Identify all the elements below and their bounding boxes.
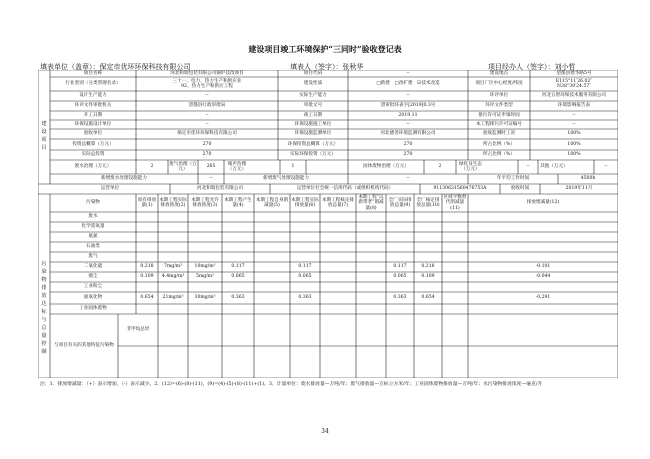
pollutant-cell: 二氧化硫	[83, 264, 103, 270]
pollutant-cell: 0.363	[231, 295, 245, 301]
pollutant-cell	[414, 282, 442, 292]
pollutant-cell	[442, 304, 468, 314]
project-cell: --	[205, 93, 209, 99]
pollutant-cell	[320, 282, 356, 292]
pollutant-cell: 10mg/m³	[194, 264, 216, 270]
pollutant-cell	[356, 222, 386, 232]
pollutant-cell: -0.101	[535, 264, 551, 270]
project-cell: --	[406, 121, 410, 127]
pollutant-cell	[254, 212, 290, 222]
pollutant-cell: 0.218	[140, 264, 154, 270]
pollutant-cell	[386, 304, 414, 314]
pollutant-cell	[136, 304, 158, 314]
pollutant-cell	[386, 242, 414, 252]
project-cell: 环保设施施工单位	[294, 121, 332, 127]
pollutant-cell	[320, 232, 356, 242]
pollutant-cell: 0.654	[140, 295, 154, 301]
project-cell: --	[205, 112, 209, 118]
pollutant-cell	[414, 222, 442, 232]
pollutant-cell	[136, 232, 158, 242]
pollutant-cell	[188, 304, 222, 314]
pollutant-cell: 0.109	[140, 274, 154, 280]
pollutant-cell	[442, 252, 468, 262]
pollutant-cell: 工业粉尘	[83, 284, 103, 290]
pollutant-header-cell: 全厂核定排放总量(10)	[416, 197, 440, 208]
pollutant-cell	[158, 222, 188, 232]
project-cell: 270	[403, 141, 413, 147]
project-cell: 河北德善环境监测有限公司	[380, 131, 436, 137]
project-cell: 开工日期	[83, 112, 103, 118]
pollutant-cell	[254, 292, 290, 304]
operator-cell: 运营单位	[100, 186, 120, 192]
pollutant-cell	[442, 232, 468, 242]
pollutant-cell	[356, 292, 386, 304]
project-cell: 本工程排污许可证编号	[476, 121, 522, 127]
pollutant-cell	[188, 242, 222, 252]
operator-cell: 2019年11月	[565, 186, 593, 192]
pollutant-cell	[290, 282, 320, 292]
project-cell: 建设性质	[303, 81, 323, 87]
project-cell: 所占比例（%）	[483, 152, 515, 158]
pollutant-cell	[320, 292, 356, 304]
pollutant-cell	[136, 212, 158, 222]
investment-cell: 2	[150, 164, 154, 170]
pollutant-cell	[442, 272, 468, 282]
registration-table	[38, 70, 618, 378]
pollutant-header-cell: 本期工程实际排放浓度(2)	[159, 197, 187, 208]
side-label-project: 建设项目	[41, 121, 47, 151]
pollutant-cell: 废气	[88, 254, 98, 260]
filler-name: 填表人（签字）：张秋华	[290, 63, 364, 71]
project-cell: 环评单位	[489, 93, 509, 99]
pollutant-cell	[136, 222, 158, 232]
project-cell: 环保设施设计单位	[74, 121, 112, 127]
project-cell: 设计生产能力	[79, 93, 107, 99]
pollutant-cell	[136, 282, 158, 292]
pollutant-cell	[356, 272, 386, 282]
project-cell: E115°11′26.02″ N38°39′24.57″	[555, 78, 593, 89]
pollutant-cell	[386, 252, 414, 262]
project-cell: 所占比例（%）	[483, 141, 515, 147]
pollutant-cell: 0.109	[421, 274, 435, 280]
investment-cell: 265	[206, 164, 216, 170]
project-cell: 环保设施监测单位	[294, 131, 332, 137]
special-pollutant-sub: 非甲烷总烃	[126, 327, 150, 333]
pollutant-cell	[290, 304, 320, 314]
investment-cell: 1	[291, 164, 295, 170]
project-cell: --	[572, 112, 576, 118]
pollutant-cell	[290, 222, 320, 232]
pollutant-cell	[254, 272, 290, 282]
capacity-cell: --	[406, 176, 410, 182]
pollutant-cell	[442, 282, 468, 292]
project-cell: 270	[202, 152, 212, 158]
pollutant-cell	[386, 282, 414, 292]
pollutant-cell: 4.4mg/m³	[161, 274, 185, 280]
pollutant-cell	[188, 282, 222, 292]
pollutant-cell	[356, 262, 386, 272]
pollutant-header-cell: 本期工程允许排放浓度(3)	[191, 197, 219, 208]
pollutant-cell	[188, 252, 222, 262]
pollutant-header-cell: 本期工程产生量(4)	[224, 197, 252, 208]
operator-cell: 91130631560476753A	[433, 186, 487, 192]
project-cell: 排污许可证申领时间	[478, 112, 520, 118]
pollutant-cell	[356, 212, 386, 222]
pollutant-cell: -0.291	[535, 295, 551, 301]
investment-cell: 废气治理（万元）	[169, 161, 197, 172]
pollutant-cell	[356, 242, 386, 252]
pollutant-cell	[290, 232, 320, 242]
pollutant-cell	[222, 252, 254, 262]
operator-cell: 河北和瑞包装有限公司	[197, 186, 243, 192]
pollutant-cell	[158, 242, 188, 252]
pollutant-cell: 废水	[88, 214, 98, 220]
pollutant-cell	[290, 212, 320, 222]
side-label-pollutant: 污染物排放达标与总量控制	[41, 261, 47, 355]
pollutant-cell	[222, 232, 254, 242]
operator-cell: 运营单位社会统一信用代码（或组织机构代码）	[296, 186, 394, 192]
project-cell: 环评文件审批机关	[74, 103, 112, 109]
pollutant-cell: 0.065	[231, 274, 245, 280]
capacity-cell: 新增废气处理设施能力	[263, 176, 309, 182]
project-cell: 270	[403, 152, 413, 158]
project-cell: --	[205, 121, 209, 127]
pollutant-cell: -0.044	[535, 274, 551, 280]
pollutant-cell	[386, 222, 414, 232]
pollutant-cell	[320, 212, 356, 222]
project-cell: 100%	[567, 131, 581, 137]
pollutant-header-cell: 区域平衡替代削减量(11)	[443, 194, 467, 211]
project-cell: 100%	[567, 141, 581, 147]
pollutant-cell: 烟尘	[88, 274, 98, 280]
pollutant-cell	[222, 222, 254, 232]
pollutant-cell	[320, 222, 356, 232]
pollutant-header-cell: 本期工程自身削减量(5)	[255, 197, 289, 208]
project-cell: 验收监测时工况	[482, 131, 516, 137]
investment-cell: 噪声治理（万元）	[227, 161, 247, 172]
pollutant-cell	[356, 252, 386, 262]
project-cell: 100%	[567, 152, 581, 158]
pollutant-cell	[320, 262, 356, 272]
pollutant-cell	[254, 304, 290, 314]
pollutant-cell	[442, 292, 468, 304]
footnote: 注：1、排放增减量：（+）表示增加，（-）表示减少。2、(12)=(6)-(8)-(11)，(9)=(4)-(5)-(8)-(11)+(1)。3、计量单位：废水排放量—万吨/年；废气排放量—万标立方米/年；工业固体废物排放量—万吨/年；水污染物排放浓度—毫克/升	[40, 382, 543, 387]
pollutant-cell	[468, 232, 618, 242]
pollutant-cell	[254, 252, 290, 262]
project-cell: 竣工日期	[303, 112, 323, 118]
pollutant-header-cell: 污染物	[86, 200, 100, 206]
pollutant-cell	[136, 242, 158, 252]
project-cell: 2019.11	[398, 112, 418, 118]
pollutant-cell	[254, 262, 290, 272]
pollutant-cell: 氮氧化物	[83, 295, 103, 301]
capacity-cell: 4500h	[580, 176, 596, 182]
operator-cell: 验收时间	[510, 186, 530, 192]
project-cell: 270	[202, 141, 212, 147]
pollutant-cell: 0.117	[393, 264, 407, 270]
investment-cell	[485, 160, 518, 174]
pollutant-cell	[158, 304, 188, 314]
page-title: 建设项目竣工环境保护“三同时”验收登记表	[248, 44, 402, 54]
pollutant-cell	[414, 242, 442, 252]
pollutant-cell	[158, 232, 188, 242]
pollutant-cell	[414, 304, 442, 314]
pollutant-cell	[320, 252, 356, 262]
pollutant-cell	[136, 252, 158, 262]
project-cell: 行业类别（分类管理名录）	[65, 81, 121, 87]
project-cell: □新建 □改扩建 ☑技术改造	[376, 81, 440, 87]
pollutant-header-cell: 原有排放量(1)	[137, 197, 157, 208]
investment-cell	[570, 160, 594, 174]
pollutant-cell	[188, 212, 222, 222]
pollutant-cell	[320, 304, 356, 314]
pollutant-cell	[158, 282, 188, 292]
pollutant-cell: 0.218	[421, 264, 435, 270]
pollutant-cell	[442, 222, 468, 232]
project-cell: 验收单位	[83, 131, 103, 137]
pollutant-cell	[188, 222, 222, 232]
project-cell: 审批文号	[303, 103, 323, 109]
pollutant-cell	[468, 304, 618, 314]
pollutant-header-cell: 排放增减量(12)	[526, 200, 560, 206]
investment-cell: 其他（万元）	[540, 164, 568, 170]
pollutant-header-cell: 本期工程实际排放量(6)	[291, 197, 319, 208]
pollutant-header-cell: 全厂实际排放总量(9)	[388, 197, 412, 208]
pollutant-cell	[222, 212, 254, 222]
pollutant-cell: 0.065	[393, 274, 407, 280]
project-cell: 项目名称	[83, 70, 103, 76]
pollutant-cell	[386, 212, 414, 222]
pollutant-cell: 化学需氧量	[81, 224, 105, 230]
pollutant-cell	[468, 242, 618, 252]
pollutant-cell	[356, 282, 386, 292]
pollutant-cell	[158, 212, 188, 222]
project-cell: 河北五智环保技术服务有限公司	[541, 93, 607, 99]
pollutant-cell	[414, 212, 442, 222]
pollutant-cell	[222, 304, 254, 314]
pollutant-cell	[290, 242, 320, 252]
pollutant-cell	[254, 282, 290, 292]
pollutant-cell	[222, 282, 254, 292]
pollutant-cell	[468, 222, 618, 232]
investment-cell: 绿化及生态（万元）	[459, 161, 482, 172]
pollutant-cell: 石油类	[86, 244, 100, 250]
pollutant-cell	[254, 242, 290, 252]
investment-cell: --	[604, 164, 608, 170]
pollutant-header-cell: 本期工程核定排放总量(7)	[321, 197, 355, 208]
investment-cell: 2	[438, 164, 442, 170]
pollutant-header-cell: 本期工程“以新带老”削减量(8)	[358, 194, 384, 211]
project-cell: 项目代码	[303, 70, 323, 76]
capacity-cell: 年平均工作时间	[496, 176, 530, 182]
pollutant-cell: 7mg/m³	[164, 264, 182, 270]
project-cell: --	[406, 70, 410, 76]
project-cell: 环境影响报告表	[557, 103, 591, 109]
pollutant-cell	[468, 212, 618, 222]
investment-cell: 固体废物治理（万元）	[363, 164, 409, 170]
project-cell: 三十一、电力、热力生产和供应业 92、热力生产和供应工程	[172, 78, 242, 89]
pollutant-cell: 21mg/m³	[162, 295, 184, 301]
capacity-cell: --	[209, 176, 213, 182]
investment-cell: --	[526, 164, 530, 170]
project-cell: 环保投资总概算（万元）	[287, 141, 339, 147]
pollutant-cell	[442, 212, 468, 222]
pollutant-cell: 0.363	[298, 295, 312, 301]
pollutant-cell	[442, 262, 468, 272]
project-cell: 河北和瑞包装有限公司锅炉技改项目	[170, 70, 244, 76]
pollutant-cell	[320, 272, 356, 282]
investment-cell	[250, 160, 280, 174]
pollutant-cell: 0.117	[231, 264, 245, 270]
pollutant-cell: 0.654	[421, 295, 435, 301]
pollutant-cell: 工业固体废物	[79, 306, 107, 312]
pollutant-cell: 0.117	[298, 264, 312, 270]
project-cell: 环评文件类型	[485, 103, 513, 109]
special-pollutant-label: 与项目有关的其他特征污染物	[54, 343, 114, 349]
pollutant-cell: 0.065	[298, 274, 312, 280]
pollutant-cell	[254, 232, 290, 242]
pollutant-cell	[468, 252, 618, 262]
project-cell: 保定市优环环保科技有限公司	[177, 131, 237, 137]
pollutant-cell	[468, 282, 618, 292]
project-cell: 望都县建华路5号	[556, 70, 592, 76]
pollutant-cell	[320, 242, 356, 252]
pollutant-cell	[356, 232, 386, 242]
pollutant-cell	[158, 252, 188, 262]
investment-cell: 废水治理（万元）	[74, 164, 112, 170]
project-cell: 实际生产能力	[299, 93, 327, 99]
project-cell: 实际总投资	[81, 152, 105, 158]
project-cell: --	[572, 121, 576, 127]
page-number: 34	[321, 428, 329, 435]
pollutant-cell	[414, 232, 442, 242]
pollutant-cell	[222, 242, 254, 252]
project-manager: 项目经办人（签字）：刘小哲	[488, 63, 576, 71]
pollutant-cell	[414, 252, 442, 262]
pollutant-cell	[254, 222, 290, 232]
investment-cell	[306, 160, 348, 174]
pollutant-cell	[386, 232, 414, 242]
project-cell: 项目厂区中心经度/纬度	[475, 81, 523, 87]
pollutant-cell: 5mg/m³	[196, 274, 214, 280]
project-cell: 望审批环表字[2019]0.3号	[380, 103, 436, 109]
capacity-cell: 新增废水处理设施能力	[101, 176, 147, 182]
project-cell: 望都县行政审批局	[188, 103, 226, 109]
project-cell: 实际环保投资（万元）	[290, 152, 336, 158]
pollutant-cell: 氨氮	[88, 234, 98, 240]
pollutant-cell	[290, 252, 320, 262]
pollutant-cell: 0.363	[393, 295, 407, 301]
pollutant-cell	[356, 304, 386, 314]
project-cell: 建设地点	[489, 70, 509, 76]
project-cell: --	[406, 93, 410, 99]
pollutant-cell: 30mg/m³	[194, 295, 216, 301]
pollutant-cell	[442, 242, 468, 252]
filling-unit: 填表单位（盖章）：保定市优环环保科技有限公司	[40, 63, 191, 71]
pollutant-cell	[188, 232, 222, 242]
project-cell: 投资总概算（万元）	[72, 141, 114, 147]
